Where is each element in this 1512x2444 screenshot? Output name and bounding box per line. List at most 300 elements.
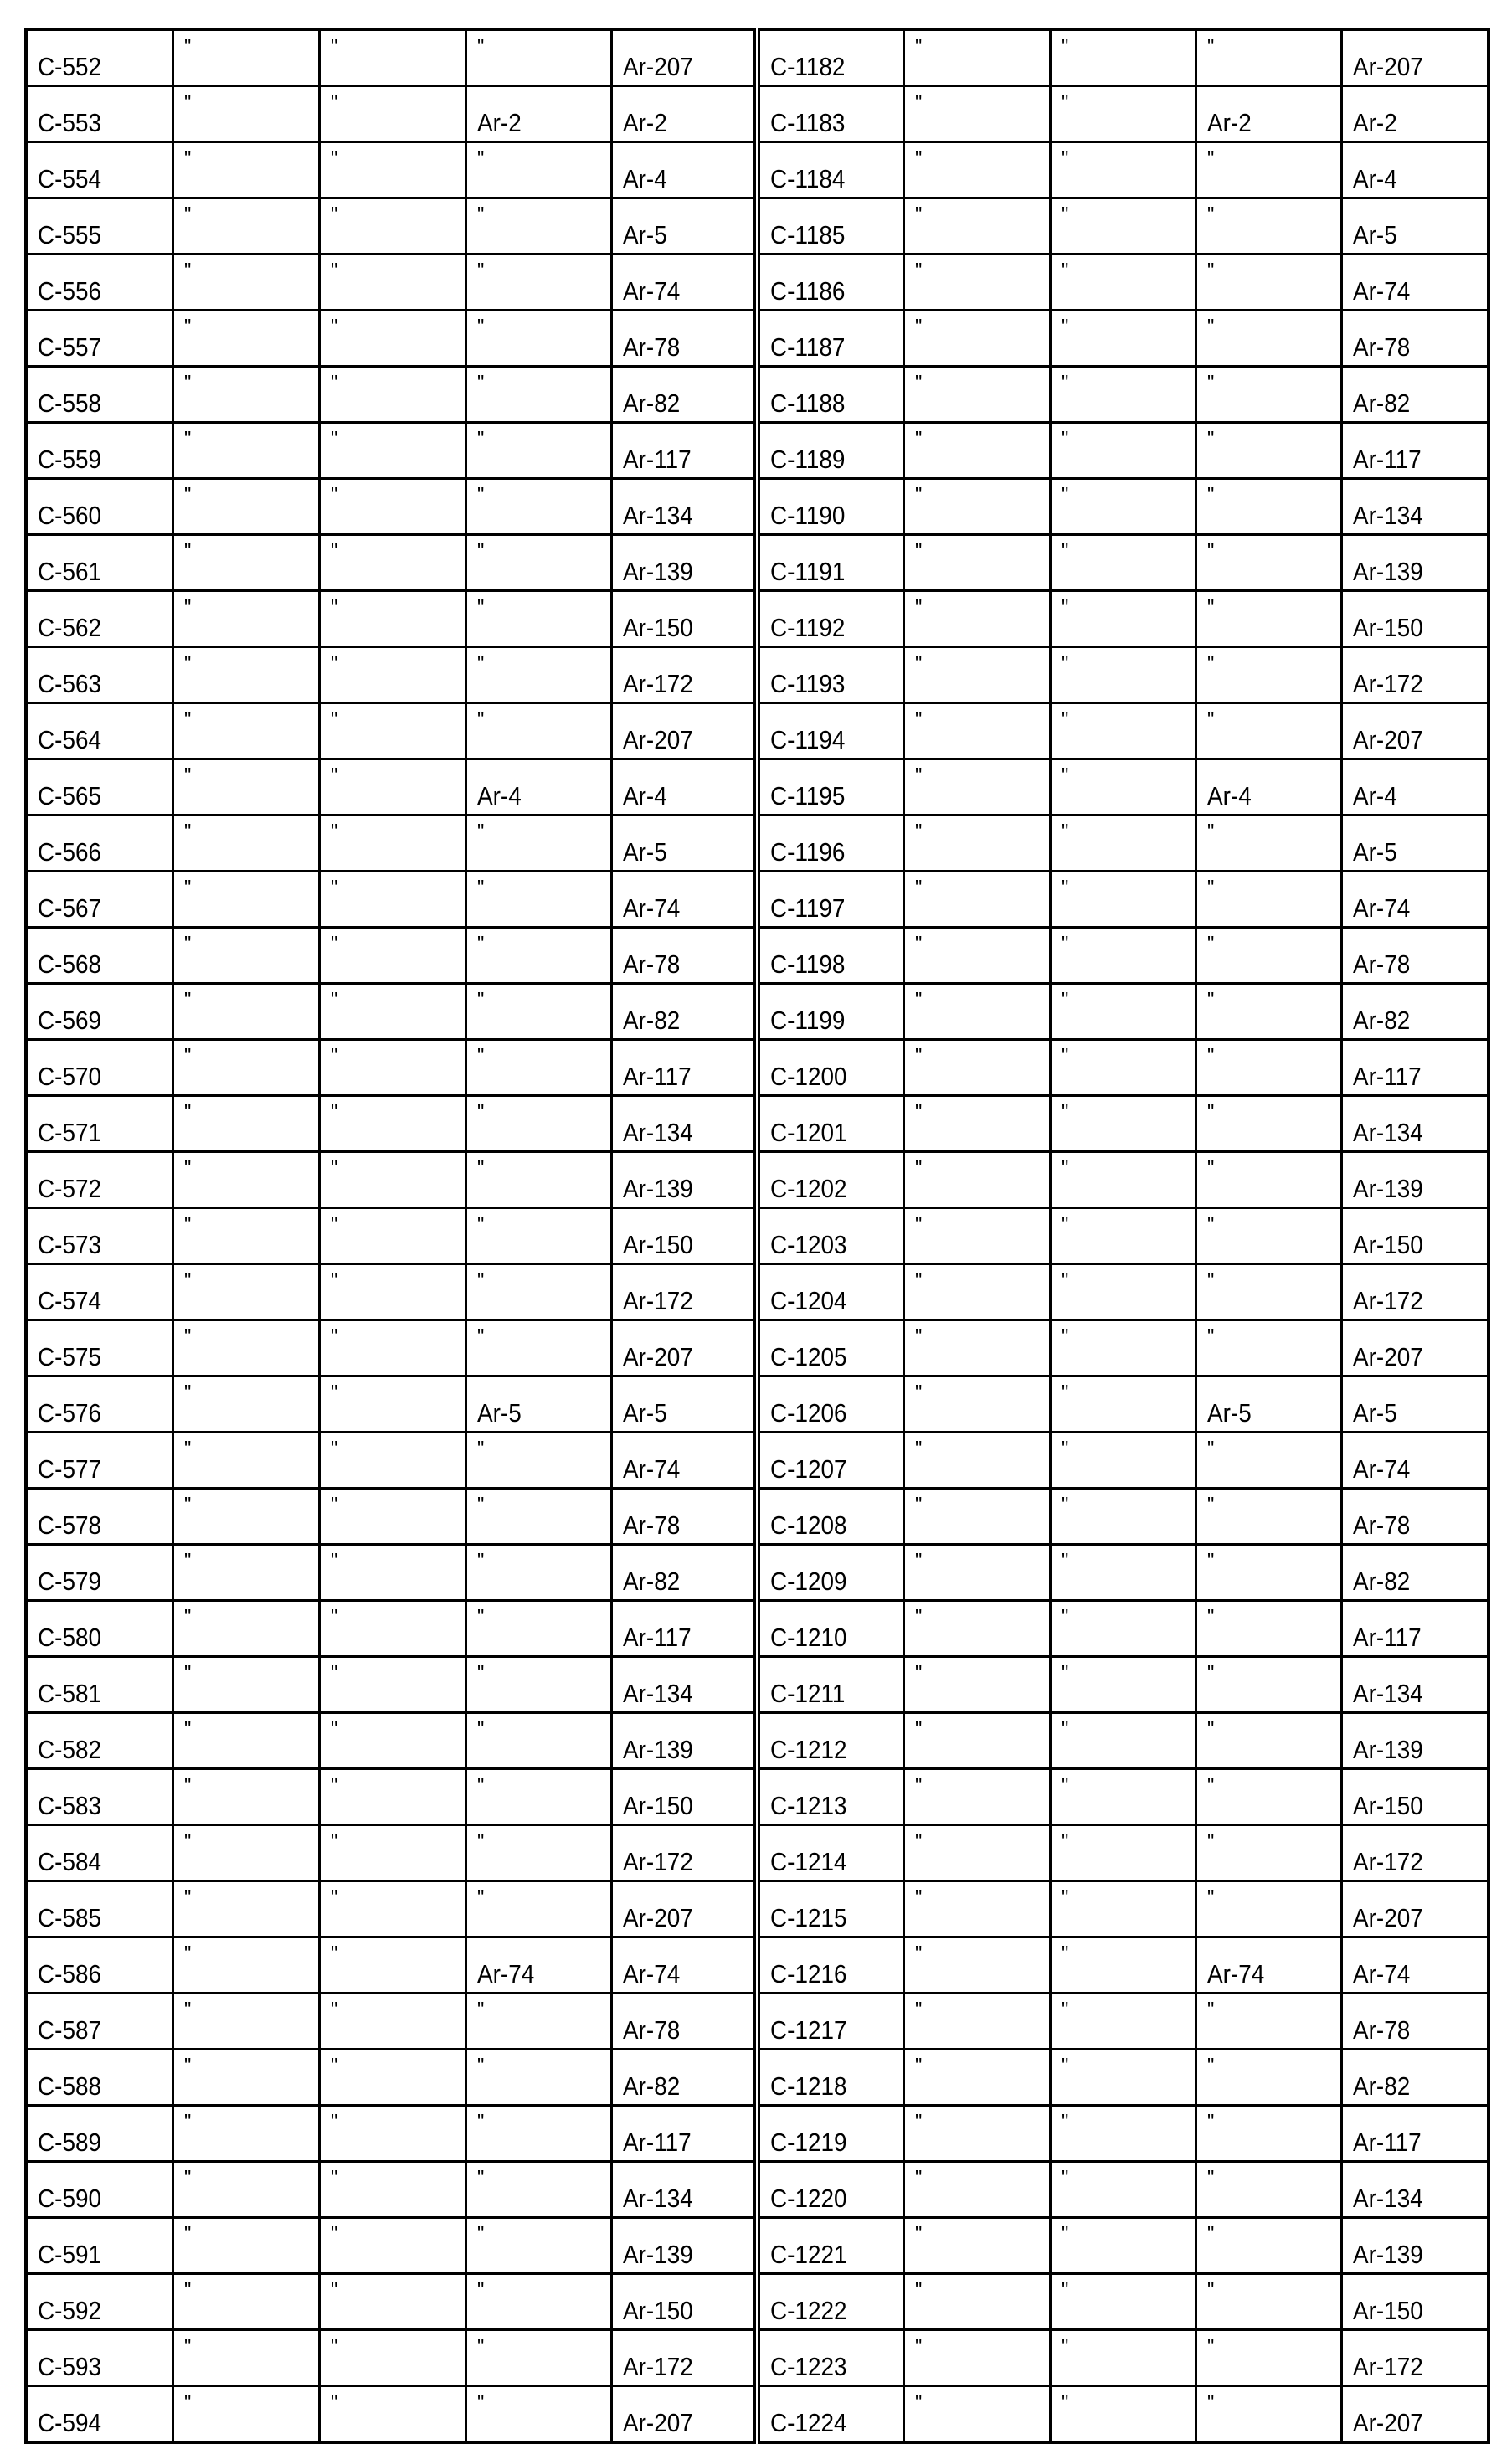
- right-substituent-1-cell: [903, 1040, 1050, 1096]
- left-compound-id-cell: [26, 1152, 172, 1208]
- aryl-group-text: Ar-2: [623, 110, 667, 136]
- right-aryl-group-cell: [1341, 759, 1489, 816]
- substituent-1-text: ": [184, 538, 191, 564]
- substituent-2-text: ": [331, 1268, 337, 1294]
- aryl-group-text: Ar-134: [1353, 502, 1423, 528]
- left-aryl-group-cell: [611, 2106, 757, 2162]
- right-substituent-3-cell: [1196, 816, 1341, 872]
- left-compound-id-cell: [26, 1881, 172, 1937]
- substituent-3-text: ": [477, 931, 484, 957]
- right-substituent-3-cell: [1196, 367, 1341, 423]
- aryl-group-text: Ar-78: [623, 2017, 680, 2043]
- right-compound-id-cell: [757, 591, 903, 647]
- substituent-1-text: ": [184, 2053, 191, 2079]
- right-compound-id-cell: [757, 1320, 903, 1376]
- right-aryl-group-cell: [1341, 1994, 1489, 2050]
- aryl-group-text: Ar-134: [623, 1680, 693, 1706]
- left-compound-id-cell: [26, 255, 172, 311]
- aryl-group-text: Ar-150: [1353, 1232, 1423, 1258]
- substituent-3-text: ": [1207, 2277, 1214, 2303]
- right-substituent-3-cell: [1196, 1152, 1341, 1208]
- substituent-2-text: ": [1062, 2165, 1068, 2191]
- substituent-3-text: ": [477, 258, 484, 284]
- substituent-2-text: ": [1062, 987, 1068, 1013]
- right-substituent-1-cell: [903, 1376, 1050, 1433]
- right-compound-id-cell: [757, 198, 903, 255]
- table-row: [26, 1152, 1489, 1208]
- right-substituent-1-cell: [903, 1601, 1050, 1657]
- table-row: [26, 367, 1489, 423]
- right-substituent-3-cell: [1196, 703, 1341, 759]
- right-substituent-3-cell: [1196, 984, 1341, 1040]
- compound-id-text: C-1217: [770, 2017, 847, 2043]
- aryl-group-text: Ar-139: [623, 1737, 693, 1762]
- substituent-2-text: ": [1062, 426, 1068, 452]
- right-compound-id-cell: [757, 1881, 903, 1937]
- left-substituent-3-cell: [465, 2330, 611, 2386]
- substituent-1-text: ": [915, 1099, 922, 1125]
- substituent-1-text: ": [915, 2053, 922, 2079]
- substituent-1-text: ": [915, 1660, 922, 1686]
- right-substituent-2-cell: [1050, 1264, 1196, 1320]
- aryl-group-text: Ar-117: [623, 446, 692, 472]
- substituent-1-text: ": [915, 651, 922, 677]
- substituent-3-text: ": [1207, 875, 1214, 901]
- right-substituent-1-cell: [903, 2274, 1050, 2330]
- left-substituent-3-cell: [465, 2218, 611, 2274]
- substituent-2-text: ": [331, 146, 337, 172]
- substituent-2-text: ": [331, 931, 337, 957]
- aryl-group-text: Ar-207: [1353, 1344, 1423, 1370]
- substituent-1-text: ": [184, 987, 191, 1013]
- substituent-2-text: ": [331, 1380, 337, 1406]
- left-compound-id-cell: [26, 2330, 172, 2386]
- aryl-group-text: Ar-172: [623, 671, 693, 697]
- table-row: [26, 479, 1489, 535]
- left-substituent-3-cell: [465, 1096, 611, 1152]
- right-substituent-3-cell: [1196, 1769, 1341, 1825]
- left-substituent-3-cell: [465, 142, 611, 198]
- substituent-1-text: ": [915, 258, 922, 284]
- left-substituent-1-cell: [172, 367, 319, 423]
- left-aryl-group-cell: [611, 479, 757, 535]
- aryl-group-text: Ar-134: [623, 2185, 693, 2211]
- substituent-3-text: ": [477, 1885, 484, 1911]
- table-row: [26, 1994, 1489, 2050]
- aryl-group-text: Ar-78: [623, 951, 680, 977]
- substituent-3-text: ": [1207, 1829, 1214, 1855]
- right-compound-id-cell: [757, 759, 903, 816]
- left-compound-id-cell: [26, 535, 172, 591]
- substituent-2-text: ": [1062, 370, 1068, 396]
- substituent-1-text: ": [184, 1941, 191, 1967]
- substituent-3-text: ": [477, 2390, 484, 2416]
- left-aryl-group-cell: [611, 86, 757, 142]
- substituent-2-text: ": [1062, 651, 1068, 677]
- left-substituent-2-cell: [319, 816, 465, 872]
- table-row: [26, 1545, 1489, 1601]
- right-substituent-2-cell: [1050, 1545, 1196, 1601]
- aryl-group-text: Ar-74: [1353, 278, 1410, 304]
- substituent-2-text: ": [331, 314, 337, 340]
- left-substituent-2-cell: [319, 984, 465, 1040]
- compound-id-text: C-561: [38, 558, 101, 584]
- left-substituent-1-cell: [172, 255, 319, 311]
- substituent-3-text: ": [477, 1492, 484, 1518]
- substituent-1-text: ": [915, 202, 922, 228]
- compound-id-text: C-1210: [770, 1624, 847, 1650]
- substituent-2-text: ": [331, 594, 337, 620]
- substituent-1-text: ": [184, 707, 191, 733]
- aryl-group-text: Ar-117: [623, 1624, 692, 1650]
- substituent-2-text: ": [331, 1043, 337, 1069]
- left-compound-id-cell: [26, 1040, 172, 1096]
- right-compound-id-cell: [757, 984, 903, 1040]
- left-substituent-1-cell: [172, 1825, 319, 1881]
- substituent-1-text: ": [915, 1941, 922, 1967]
- right-substituent-3-cell: [1196, 2386, 1341, 2443]
- substituent-2-text: ": [331, 1099, 337, 1125]
- right-aryl-group-cell: [1341, 1040, 1489, 1096]
- right-substituent-3-cell: [1196, 591, 1341, 647]
- right-compound-id-cell: [757, 2218, 903, 2274]
- right-substituent-3-cell: [1196, 1096, 1341, 1152]
- left-substituent-3-cell: [465, 1489, 611, 1545]
- aryl-group-text: Ar-134: [1353, 1680, 1423, 1706]
- left-substituent-3-cell: [465, 2106, 611, 2162]
- substituent-2-text: ": [331, 370, 337, 396]
- right-aryl-group-cell: [1341, 2162, 1489, 2218]
- right-compound-id-cell: [757, 1489, 903, 1545]
- right-aryl-group-cell: [1341, 2050, 1489, 2106]
- substituent-3-text: Ar-2: [477, 110, 522, 136]
- substituent-3-text: ": [1207, 819, 1214, 845]
- substituent-3-text: ": [477, 538, 484, 564]
- substituent-1-text: ": [915, 538, 922, 564]
- right-substituent-3-cell: [1196, 1489, 1341, 1545]
- compound-id-text: C-1224: [770, 2410, 847, 2436]
- substituent-1-text: ": [184, 2109, 191, 2135]
- table-row: [26, 1769, 1489, 1825]
- compound-id-text: C-1205: [770, 1344, 847, 1370]
- right-aryl-group-cell: [1341, 591, 1489, 647]
- left-compound-id-cell: [26, 591, 172, 647]
- substituent-2-text: ": [331, 1773, 337, 1798]
- table-row: [26, 1825, 1489, 1881]
- aryl-group-text: Ar-4: [1353, 166, 1397, 192]
- left-substituent-2-cell: [319, 1937, 465, 1994]
- substituent-2-text: ": [1062, 538, 1068, 564]
- compound-id-text: C-583: [38, 1793, 101, 1819]
- substituent-1-text: ": [915, 594, 922, 620]
- right-substituent-2-cell: [1050, 1376, 1196, 1433]
- table-row: [26, 29, 1489, 86]
- substituent-2-text: ": [331, 651, 337, 677]
- right-aryl-group-cell: [1341, 142, 1489, 198]
- substituent-1-text: ": [184, 2165, 191, 2191]
- substituent-3-text: ": [1207, 931, 1214, 957]
- left-substituent-3-cell: [465, 984, 611, 1040]
- left-substituent-1-cell: [172, 984, 319, 1040]
- left-compound-id-cell: [26, 142, 172, 198]
- left-substituent-3-cell: [465, 703, 611, 759]
- aryl-group-text: Ar-207: [623, 1344, 693, 1370]
- aryl-group-text: Ar-172: [623, 2354, 693, 2380]
- right-aryl-group-cell: [1341, 1937, 1489, 1994]
- substituent-2-text: ": [331, 33, 337, 59]
- substituent-2-text: ": [1062, 707, 1068, 733]
- compound-id-text: C-559: [38, 446, 101, 472]
- substituent-2-text: ": [1062, 1773, 1068, 1798]
- substituent-3-text: ": [477, 2221, 484, 2247]
- substituent-1-text: ": [915, 931, 922, 957]
- compound-id-text: C-590: [38, 2185, 101, 2211]
- substituent-3-text: ": [1207, 538, 1214, 564]
- left-substituent-3-cell: [465, 928, 611, 984]
- substituent-1-text: ": [915, 146, 922, 172]
- table-row: [26, 423, 1489, 479]
- left-substituent-3-cell: [465, 1769, 611, 1825]
- substituent-2-text: ": [1062, 314, 1068, 340]
- right-compound-id-cell: [757, 1657, 903, 1713]
- aryl-group-text: Ar-139: [1353, 558, 1423, 584]
- compound-id-text: C-1219: [770, 2129, 847, 2155]
- substituent-3-text: ": [1207, 1043, 1214, 1069]
- right-compound-id-cell: [757, 928, 903, 984]
- table-row: [26, 872, 1489, 928]
- table-row: [26, 1208, 1489, 1264]
- aryl-group-text: Ar-207: [623, 2410, 693, 2436]
- right-substituent-3-cell: [1196, 1825, 1341, 1881]
- compound-id-text: C-558: [38, 390, 101, 416]
- substituent-1-text: ": [184, 1997, 191, 2023]
- right-aryl-group-cell: [1341, 1433, 1489, 1489]
- left-substituent-2-cell: [319, 2218, 465, 2274]
- table-row: [26, 2330, 1489, 2386]
- compound-id-text: C-1190: [770, 502, 845, 528]
- right-substituent-2-cell: [1050, 1152, 1196, 1208]
- substituent-2-text: ": [1062, 1941, 1068, 1967]
- right-substituent-1-cell: [903, 1825, 1050, 1881]
- left-substituent-3-cell: [465, 423, 611, 479]
- left-compound-id-cell: [26, 1994, 172, 2050]
- aryl-group-text: Ar-150: [1353, 615, 1423, 641]
- substituent-1-text: ": [184, 931, 191, 957]
- right-substituent-1-cell: [903, 816, 1050, 872]
- left-substituent-1-cell: [172, 1152, 319, 1208]
- substituent-1-text: ": [184, 594, 191, 620]
- right-aryl-group-cell: [1341, 367, 1489, 423]
- substituent-2-text: ": [1062, 1492, 1068, 1518]
- table-row: [26, 2218, 1489, 2274]
- left-substituent-1-cell: [172, 2162, 319, 2218]
- right-substituent-3-cell: [1196, 2218, 1341, 2274]
- right-substituent-1-cell: [903, 872, 1050, 928]
- compound-id-text: C-1194: [770, 727, 845, 753]
- left-compound-id-cell: [26, 1937, 172, 1994]
- aryl-group-text: Ar-82: [1353, 1568, 1410, 1594]
- table-row: [26, 1040, 1489, 1096]
- compound-id-text: C-1223: [770, 2354, 847, 2380]
- table-row: [26, 1320, 1489, 1376]
- substituent-2-text: ": [331, 2390, 337, 2416]
- aryl-group-text: Ar-5: [623, 839, 667, 865]
- right-aryl-group-cell: [1341, 86, 1489, 142]
- aryl-group-text: Ar-207: [1353, 54, 1423, 80]
- compound-id-text: C-562: [38, 615, 101, 641]
- left-substituent-2-cell: [319, 311, 465, 367]
- right-substituent-2-cell: [1050, 29, 1196, 86]
- right-substituent-2-cell: [1050, 423, 1196, 479]
- table-row: [26, 816, 1489, 872]
- left-substituent-3-cell: [465, 647, 611, 703]
- right-aryl-group-cell: [1341, 1489, 1489, 1545]
- compound-id-text: C-1195: [770, 783, 845, 809]
- right-substituent-3-cell: [1196, 2162, 1341, 2218]
- substituent-2-text: ": [331, 1829, 337, 1855]
- left-compound-id-cell: [26, 1657, 172, 1713]
- left-aryl-group-cell: [611, 647, 757, 703]
- substituent-3-text: ": [477, 707, 484, 733]
- right-aryl-group-cell: [1341, 2386, 1489, 2443]
- compound-id-text: C-580: [38, 1624, 101, 1650]
- right-substituent-3-cell: [1196, 647, 1341, 703]
- substituent-1-text: ": [184, 1324, 191, 1350]
- right-substituent-3-cell: [1196, 1376, 1341, 1433]
- left-substituent-2-cell: [319, 86, 465, 142]
- compound-id-text: C-1198: [770, 951, 845, 977]
- table-row: [26, 1937, 1489, 1994]
- right-substituent-1-cell: [903, 1096, 1050, 1152]
- right-substituent-2-cell: [1050, 928, 1196, 984]
- aryl-group-text: Ar-172: [1353, 1849, 1423, 1875]
- left-substituent-1-cell: [172, 1545, 319, 1601]
- left-substituent-3-cell: [465, 591, 611, 647]
- right-aryl-group-cell: [1341, 703, 1489, 759]
- right-aryl-group-cell: [1341, 1713, 1489, 1769]
- substituent-2-text: ": [331, 1212, 337, 1237]
- left-compound-id-cell: [26, 1433, 172, 1489]
- left-substituent-2-cell: [319, 1825, 465, 1881]
- right-compound-id-cell: [757, 872, 903, 928]
- substituent-3-text: ": [1207, 314, 1214, 340]
- right-substituent-2-cell: [1050, 142, 1196, 198]
- compound-id-text: C-552: [38, 54, 101, 80]
- right-substituent-1-cell: [903, 1264, 1050, 1320]
- right-substituent-2-cell: [1050, 1601, 1196, 1657]
- right-compound-id-cell: [757, 1040, 903, 1096]
- right-substituent-3-cell: [1196, 1320, 1341, 1376]
- substituent-2-text: ": [1062, 2390, 1068, 2416]
- substituent-3-text: ": [477, 1212, 484, 1237]
- right-substituent-3-cell: [1196, 1713, 1341, 1769]
- left-substituent-1-cell: [172, 198, 319, 255]
- right-substituent-3-cell: [1196, 872, 1341, 928]
- left-aryl-group-cell: [611, 1376, 757, 1433]
- substituent-1-text: ": [915, 2277, 922, 2303]
- left-substituent-3-cell: [465, 1601, 611, 1657]
- left-substituent-3-cell: [465, 1208, 611, 1264]
- substituent-3-text: ": [1207, 1885, 1214, 1911]
- compound-id-text: C-1186: [770, 278, 845, 304]
- right-substituent-2-cell: [1050, 367, 1196, 423]
- substituent-3-text: ": [1207, 1604, 1214, 1630]
- right-substituent-1-cell: [903, 2386, 1050, 2443]
- left-aryl-group-cell: [611, 1713, 757, 1769]
- substituent-1-text: ": [915, 1885, 922, 1911]
- compound-id-text: C-569: [38, 1007, 101, 1033]
- compound-id-text: C-584: [38, 1849, 101, 1875]
- right-compound-id-cell: [757, 1433, 903, 1489]
- compound-id-text: C-566: [38, 839, 101, 865]
- right-compound-id-cell: [757, 1264, 903, 1320]
- substituent-2-text: ": [1062, 1604, 1068, 1630]
- right-substituent-1-cell: [903, 1994, 1050, 2050]
- right-compound-id-cell: [757, 535, 903, 591]
- left-substituent-2-cell: [319, 1320, 465, 1376]
- right-substituent-1-cell: [903, 479, 1050, 535]
- substituent-3-text: ": [1207, 2165, 1214, 2191]
- substituent-1-text: ": [915, 1773, 922, 1798]
- right-aryl-group-cell: [1341, 1208, 1489, 1264]
- aryl-group-text: Ar-117: [623, 2129, 692, 2155]
- substituent-1-text: ": [184, 1548, 191, 1574]
- compound-id-text: C-1182: [770, 54, 845, 80]
- aryl-group-text: Ar-172: [1353, 2354, 1423, 2380]
- left-aryl-group-cell: [611, 29, 757, 86]
- aryl-group-text: Ar-207: [1353, 727, 1423, 753]
- substituent-1-text: ": [915, 1324, 922, 1350]
- left-substituent-3-cell: [465, 1320, 611, 1376]
- table-row: [26, 2162, 1489, 2218]
- substituent-2-text: ": [1062, 1155, 1068, 1181]
- compound-id-text: C-1196: [770, 839, 845, 865]
- substituent-1-text: ": [915, 2221, 922, 2247]
- substituent-2-text: ": [1062, 33, 1068, 59]
- right-substituent-3-cell: [1196, 1994, 1341, 2050]
- left-compound-id-cell: [26, 1769, 172, 1825]
- substituent-1-text: ": [915, 370, 922, 396]
- compound-id-text: C-589: [38, 2129, 101, 2155]
- left-compound-id-cell: [26, 1545, 172, 1601]
- compound-id-text: C-568: [38, 951, 101, 977]
- right-compound-id-cell: [757, 1994, 903, 2050]
- right-compound-id-cell: [757, 29, 903, 86]
- substituent-3-text: ": [477, 1436, 484, 1462]
- left-substituent-3-cell: [465, 759, 611, 816]
- substituent-3-text: ": [477, 1548, 484, 1574]
- right-substituent-2-cell: [1050, 1825, 1196, 1881]
- substituent-1-text: ": [915, 33, 922, 59]
- aryl-group-text: Ar-139: [623, 2241, 693, 2267]
- substituent-1-text: ": [184, 1492, 191, 1518]
- left-aryl-group-cell: [611, 1152, 757, 1208]
- substituent-1-text: ": [915, 819, 922, 845]
- substituent-3-text: Ar-74: [477, 1961, 534, 1987]
- right-substituent-1-cell: [903, 142, 1050, 198]
- right-substituent-2-cell: [1050, 2106, 1196, 2162]
- left-compound-id-cell: [26, 198, 172, 255]
- right-aryl-group-cell: [1341, 1096, 1489, 1152]
- substituent-2-text: ": [331, 1716, 337, 1742]
- compound-id-text: C-578: [38, 1512, 101, 1538]
- substituent-3-text: ": [477, 1043, 484, 1069]
- substituent-3-text: ": [1207, 146, 1214, 172]
- right-substituent-3-cell: [1196, 2274, 1341, 2330]
- substituent-3-text: Ar-2: [1207, 110, 1252, 136]
- compound-id-text: C-585: [38, 1905, 101, 1931]
- substituent-2-text: ": [331, 2053, 337, 2079]
